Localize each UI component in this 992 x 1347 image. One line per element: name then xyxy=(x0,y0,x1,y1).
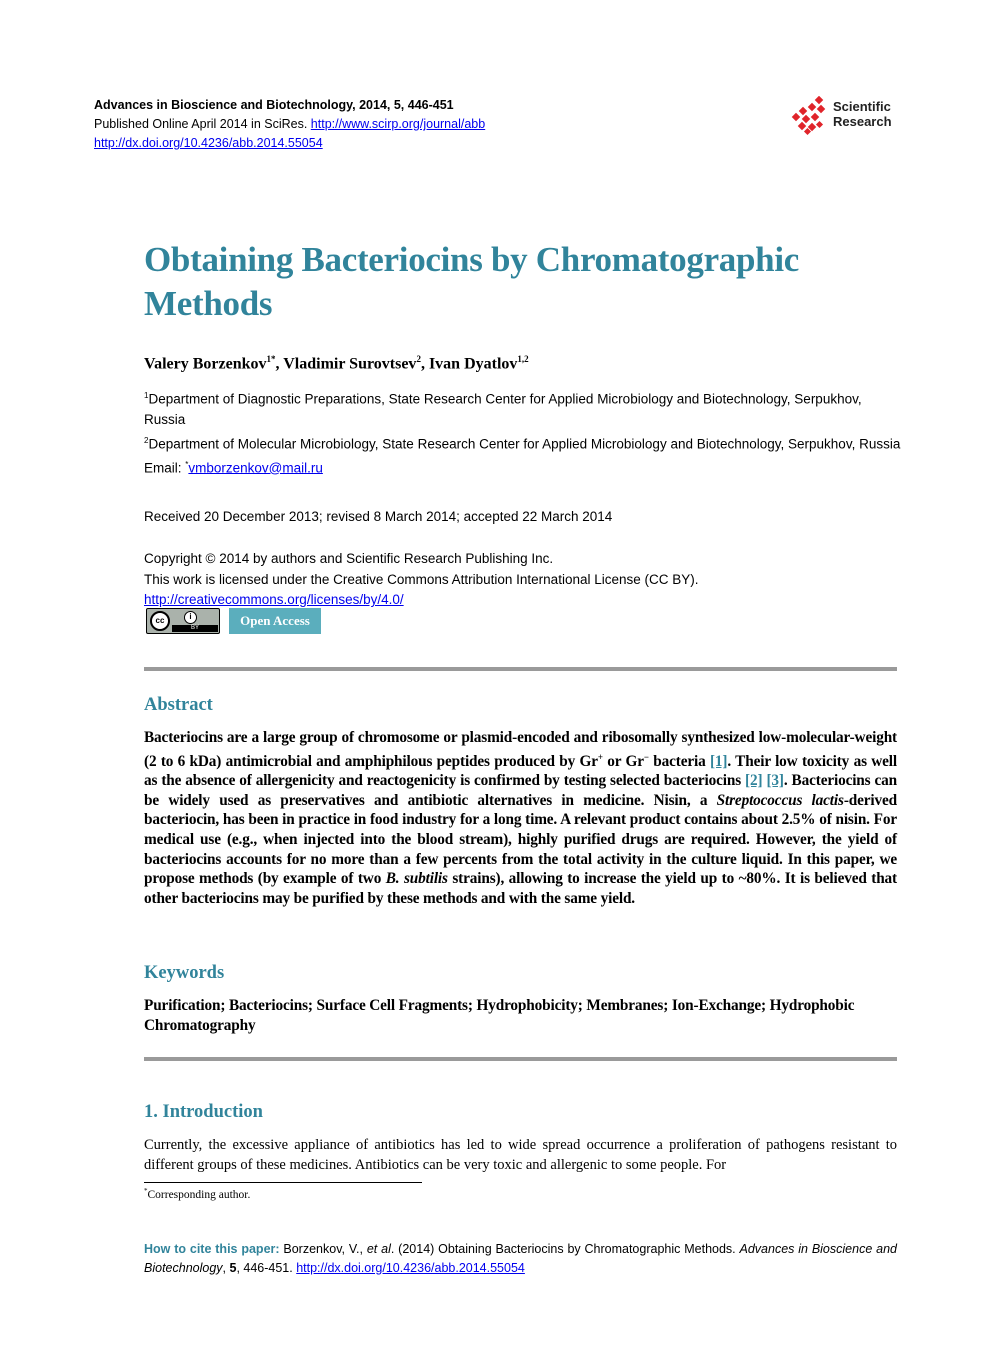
journal-url-link[interactable]: http://www.scirp.org/journal/abb xyxy=(310,117,486,131)
logo-line-2: Research xyxy=(833,114,892,129)
citation-link-2[interactable]: [2] xyxy=(745,772,763,790)
affiliation-sup: 1 xyxy=(144,391,149,400)
footnote xyxy=(144,1187,250,1201)
how-to-cite xyxy=(144,1240,897,1278)
published-line xyxy=(94,115,485,134)
footnote-marker: * xyxy=(144,1187,148,1195)
author-name: Valery Borzenkov xyxy=(144,355,267,373)
cite-doi-link[interactable]: http://dx.doi.org/10.4236/abb.2014.55054 xyxy=(296,1261,525,1275)
author-name: Vladimir Surovtsev xyxy=(283,355,417,373)
attribution-icon: i xyxy=(184,611,197,624)
gram-negative-sup: − xyxy=(643,751,649,762)
authors-line xyxy=(144,354,529,373)
abstract-text: Bacteriocins are a large group of chromosome or plasmid-encoded and ribosomally synthesized low-molecular-weight (2 to 6 kDa) antimicrobial and amphiphilous peptides produced by Gr xyxy=(144,729,897,770)
license-line: This work is licensed under the Creative Commons Attribution International License (CC BY). xyxy=(144,571,699,587)
keywords-heading: Keywords xyxy=(144,963,225,983)
species-name: Streptococcus lactis xyxy=(716,791,844,809)
author-sup: 1,2 xyxy=(517,354,529,364)
how-to-cite-label: How to cite this paper: xyxy=(144,1242,280,1256)
cite-etal: et al xyxy=(366,1242,391,1256)
cc-icon: cc xyxy=(150,611,170,631)
affiliation-sup: 2 xyxy=(144,435,149,445)
cite-separator: , xyxy=(222,1261,230,1275)
introduction-heading: 1. Introduction xyxy=(144,1102,263,1122)
author-sup: 1* xyxy=(266,354,276,364)
abstract-text: strains), allowing to increase the yield up to ~80%. It is believed that other bacteriocins may be purified by these methods and with the same yield. xyxy=(144,870,898,907)
email-link[interactable]: vmborzenkov@mail.ru xyxy=(188,460,323,475)
cc-by-badge[interactable] xyxy=(146,608,220,634)
cite-title: . (2014) Obtaining Bacteriocins by Chromatographic Methods. xyxy=(390,1242,740,1256)
author-separator: , xyxy=(420,355,429,373)
by-label: BY xyxy=(172,625,218,632)
logo-line-1: Scientific xyxy=(833,99,891,114)
section-divider xyxy=(144,667,897,671)
affiliation-text: Department of Molecular Microbiology, State Research Center for Applied Microbiology and Biotechnology, Serpukhov, Russia xyxy=(148,436,901,451)
publisher-logo xyxy=(790,96,910,136)
abstract-heading: Abstract xyxy=(144,695,213,715)
abstract-text: or Gr xyxy=(602,752,644,770)
affiliations xyxy=(144,386,904,479)
cite-volume: 5 xyxy=(229,1261,237,1275)
footnote-divider xyxy=(144,1182,422,1183)
keywords-list: Purification; Bacteriocins; Surface Cell Fragments; Hydrophobicity; Membranes; Ion-Exchange; Hydrophobic Chromatography xyxy=(144,997,855,1034)
section-divider xyxy=(144,1057,897,1061)
open-access-badge: Open Access xyxy=(229,608,321,634)
paper-title: Obtaining Bacteriocins by Chromatographic Methods xyxy=(144,240,799,323)
publisher-name xyxy=(833,99,892,129)
abstract-body xyxy=(144,728,897,908)
affiliation-text: Department of Diagnostic Preparations, State Research Center for Applied Microbiology and Biotechnology, Serpukhov, Russia xyxy=(144,391,862,427)
abstract-text: . Their low toxicity as well as the absence of allergenicity and reactogenicity is confirmed by testing selected bacteriocins xyxy=(144,752,897,790)
email-sup: * xyxy=(185,459,189,469)
gram-positive-sup: + xyxy=(597,751,603,762)
introduction-body: Currently, the excessive appliance of antibiotics has led to wide spread occurrence a proliferation of pathogens resistant to different groups of these medicines. Antibiotics can be very toxic and allergenic to some people. For xyxy=(144,1137,897,1173)
email-label: Email: xyxy=(144,460,186,475)
cite-journal: Advances in Bioscience and Biotechnology xyxy=(144,1242,897,1275)
footnote-text: Corresponding author. xyxy=(147,1188,251,1201)
copyright-line: Copyright © 2014 by authors and Scientific Research Publishing Inc. xyxy=(144,551,554,566)
license-link[interactable]: http://creativecommons.org/licenses/by/4.0/ xyxy=(144,592,404,607)
affiliation-2 xyxy=(144,431,904,455)
copyright-block xyxy=(144,549,699,611)
species-name: B. subtilis xyxy=(385,870,448,888)
abstract-text: bacteria xyxy=(648,752,710,770)
citation-link-1[interactable]: [1] xyxy=(709,752,728,770)
author-separator: , xyxy=(275,355,284,373)
cite-pages: , 446-451. xyxy=(236,1261,297,1275)
author-sup: 2 xyxy=(416,354,421,364)
doi-link[interactable]: http://dx.doi.org/10.4236/abb.2014.55054 xyxy=(94,136,323,150)
published-text: Published Online April 2014 in SciRes. xyxy=(94,117,311,131)
journal-header xyxy=(94,96,485,153)
abstract-text: -derived bacteriocin, has been in practice in food industry for a long time. A relevant product contains about 2.5% of nisin. For medical use (e.g., when injected into the blood stream), highly purified drugs are required. However, the yield of bacteriocins accounts for no more than a few percents from the total activity in the culture liquid. In this paper, we propose methods (by example of two xyxy=(144,791,897,888)
affiliation-1 xyxy=(144,386,904,431)
abstract-text: . Bacteriocins can be widely used as preservatives and antibiotic alternatives in medicine. Nisin, a xyxy=(144,772,897,809)
author-name: Ivan Dyatlov xyxy=(428,355,518,373)
email-line xyxy=(144,455,904,479)
citation-link-3[interactable]: [3] xyxy=(766,772,784,790)
cite-authors: Borzenkov, V., xyxy=(279,1242,367,1256)
received-dates: Received 20 December 2013; revised 8 March 2014; accepted 22 March 2014 xyxy=(144,509,613,524)
journal-citation-line: Advances in Bioscience and Biotechnology, 2014, 5, 446-451 xyxy=(94,98,454,112)
red-diamond-grid-icon xyxy=(790,96,830,136)
